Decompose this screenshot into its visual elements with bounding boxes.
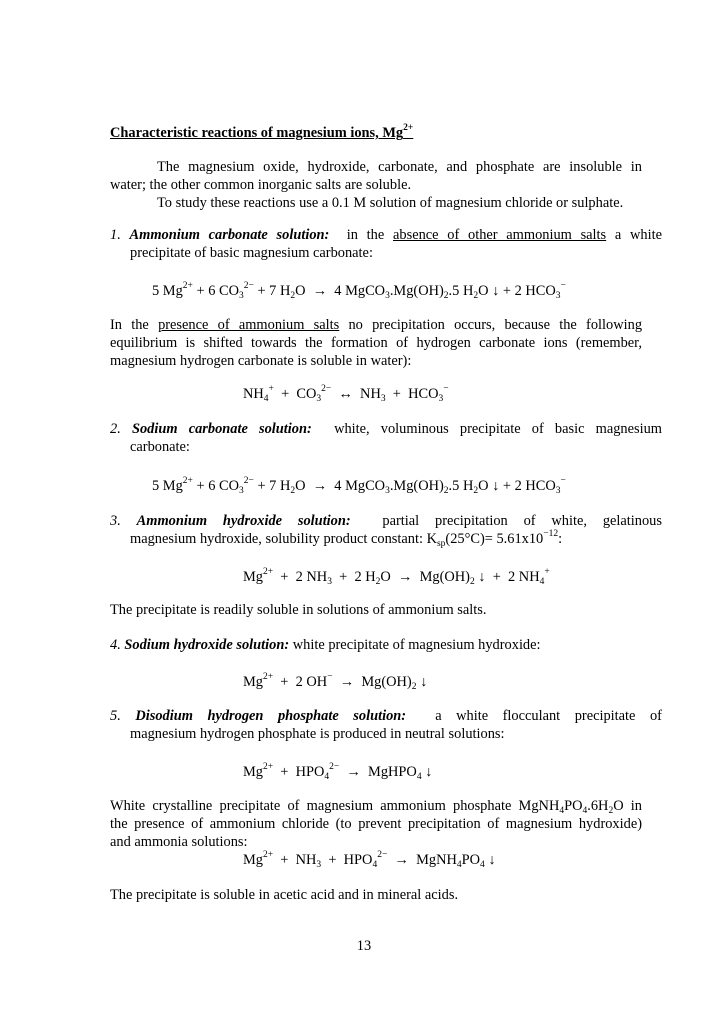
item-2-text-1: white, voluminous precipitate of basic magnesium xyxy=(334,421,662,437)
crystalline-text-c: .6H xyxy=(587,798,609,814)
equation-2: 5 $Mg^{2+} + 6$ $CO_3^{2-} + 7$ $H_2O \to 4$ $MgCO_3.Mg(OH)_2.5$ $H_2O$ ↓ + 2 $HCO_3^-$ xyxy=(152,476,566,496)
crystalline-line-3: and ammonia solutions: xyxy=(110,834,248,850)
ksp-exponent: −12 xyxy=(543,529,559,539)
item-1-line-2: precipitate of basic magnesium carbonate: xyxy=(130,245,373,261)
item-1-pre: in the xyxy=(346,227,385,243)
equation-6: $Mg^{2+} + NH_3 + HPO_4^{2-}$ → $MgNH_4PO_4$ ↓ xyxy=(243,850,496,870)
list-item-5 xyxy=(110,707,662,743)
acid-note: The precipitate is soluble in acetic acid and in mineral acids. xyxy=(110,887,459,903)
crystalline-line-1: White crystalline precipitate of magnesium ammonium phosphate $MgNH_4PO_4.6H_2O$ in xyxy=(110,798,642,816)
presence-paragraph xyxy=(110,316,642,370)
intro-line-2: water; the other common inorganic salts are soluble. xyxy=(110,177,412,193)
list-item-3 xyxy=(110,512,662,548)
presence-line-3: magnesium hydrogen carbonate is soluble in water): xyxy=(110,353,412,369)
item-5-line-1 xyxy=(110,707,662,725)
equation-5: $Mg^{2+} + HPO_4^{2-}$ → MgHPO$_4$ ↓ xyxy=(243,762,433,782)
presence-underlined: presence of ammonium salts xyxy=(158,317,340,333)
title-text: Characteristic reactions of magnesium ions, Mg xyxy=(110,125,404,141)
presence-line-1 xyxy=(110,316,642,334)
item-5-line-2: magnesium hydrogen phosphate is produced in neutral solutions: xyxy=(130,726,505,742)
item-5-number: 5. xyxy=(110,708,121,724)
item-3-text-2: magnesium hydroxide, solubility product constant: K xyxy=(130,531,437,547)
item-5-label: Disodium hydrogen phosphate solution: xyxy=(135,708,407,724)
equilibrium-equation: $NH_4^+ + CO_3^{2-}$ ↔ $NH_3 + HCO_3^-$ xyxy=(243,384,449,404)
crystalline-line-2: the presence of ammonium chloride (to prevent precipitation of magnesium hydroxide) xyxy=(110,816,642,832)
item-4-label: Sodium hydroxide solution: xyxy=(124,637,290,653)
item-3-line-1 xyxy=(110,512,662,530)
item-3-number: 3. xyxy=(110,513,121,529)
item-5-text-1: a white flocculant precipitate of xyxy=(435,708,662,724)
item-2-label: Sodium carbonate solution: xyxy=(131,421,312,437)
equation-3: $Mg^{2+} + 2$ $NH_3 + 2$ $H_2O \to Mg(OH)_2$ ↓ + 2 $NH_4^+$ xyxy=(243,567,550,587)
intro-line-1: The magnesium oxide, hydroxide, carbonate, and phosphate are insoluble in xyxy=(157,159,642,175)
item-1-underlined: absence of other ammonium salts xyxy=(393,227,607,243)
item-1-number: 1. xyxy=(110,227,121,243)
presence-line-2: equilibrium is shifted towards the formation of hydrogen carbonate ions (remember, xyxy=(110,335,642,351)
crystalline-paragraph xyxy=(110,797,642,851)
list-item-4 xyxy=(110,636,662,654)
item-3-label: Ammonium hydroxide solution: xyxy=(136,513,351,529)
presence-post: no precipitation occurs, because the following xyxy=(348,317,643,333)
page-number: 13 xyxy=(356,938,372,954)
ksp-value: (25°C)= 5.61x10 xyxy=(445,531,544,547)
crystalline-text-b: PO xyxy=(564,798,583,814)
ksp-end: : xyxy=(558,531,563,547)
presence-pre: In the xyxy=(110,317,149,333)
equation-4: $Mg^{2+} + 2$ $OH^- \to Mg(OH)_2$ ↓ xyxy=(243,672,428,692)
crystalline-text-d: O in xyxy=(613,798,642,814)
intro-line-3: To study these reactions use a 0.1 M solution of magnesium chloride or sulphate. xyxy=(157,195,624,211)
item-1-line-1 xyxy=(110,226,662,244)
crystalline-text-a: White crystalline precipitate of magnesium ammonium phosphate MgNH xyxy=(110,798,560,814)
item-3-text-1: partial precipitation of white, gelatinous xyxy=(382,513,662,529)
ksp-subscript: sp xyxy=(436,539,446,549)
item-3-line-2 xyxy=(130,530,662,548)
item-4-number: 4. xyxy=(110,637,121,653)
item-2-number: 2. xyxy=(110,421,121,437)
equation-1: 5 $Mg^{2+} + 6$ $CO_3^{2-} + 7$ $H_2O \to 4$ $MgCO_3.Mg(OH)_2.5$ $H_2O$ ↓ + 2 $HCO_3^-$ xyxy=(152,281,566,301)
item-4-text: white precipitate of magnesium hydroxide: xyxy=(292,637,541,653)
title-charge: 2+ xyxy=(403,123,414,133)
item-2-line-1 xyxy=(110,420,662,438)
item-2-line-2: carbonate: xyxy=(130,439,190,455)
item-1-post: a white xyxy=(614,227,662,243)
list-item-2 xyxy=(110,420,662,456)
item-1-label: Ammonium carbonate solution: xyxy=(129,227,330,243)
item-4-line-1 xyxy=(110,636,662,654)
list-item-1 xyxy=(110,226,662,262)
section-title xyxy=(110,124,642,142)
ammonium-salts-note: The precipitate is readily soluble in solutions of ammonium salts. xyxy=(110,602,487,618)
intro-paragraph xyxy=(110,158,642,212)
